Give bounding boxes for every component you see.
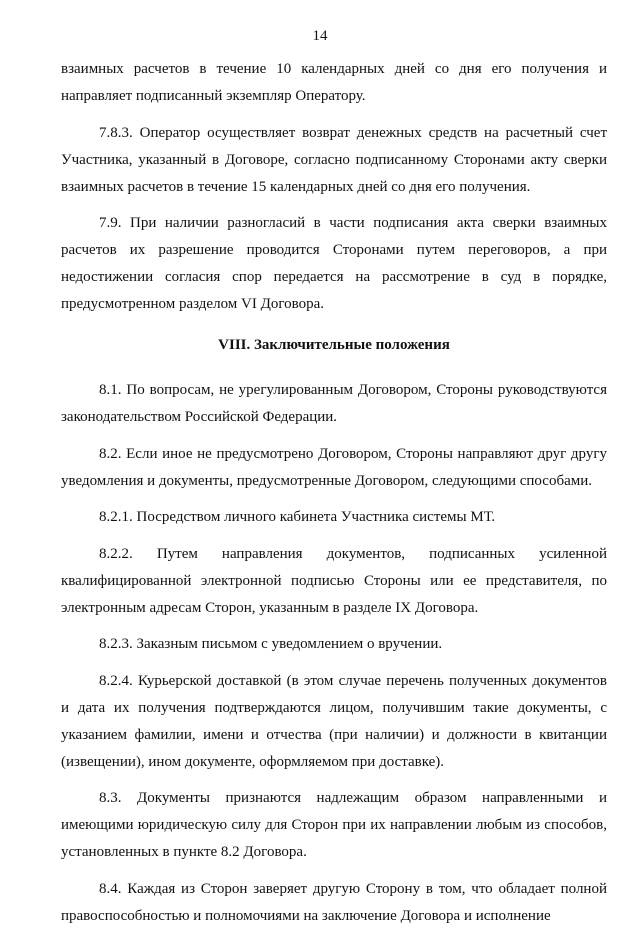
paragraph-8-2-1: 8.2.1. Посредством личного кабинета Участника системы МТ. <box>99 509 496 525</box>
section-heading: VIII. Заключительные положения <box>218 337 450 353</box>
paragraph-continuation: взаимных расчетов в течение 10 календарных дней со дня его получения и направляет подписанный экземпляр Оператору. <box>61 61 607 104</box>
paragraph-7-8-3: 7.8.3. Оператор осуществляет возврат денежных средств на расчетный счет Участника, указанный в Договоре, согласно подписанному Сторонами акту сверки взаимных расчетов в течение 15 календарных дней со дня его получения. <box>61 124 607 195</box>
paragraph-8-2-3: 8.2.3. Заказным письмом с уведомлением о вручении. <box>99 636 443 652</box>
paragraph-8-1: 8.1. По вопросам, не урегулированным Договором, Стороны руководствуются законодательством Российской Федерации. <box>61 382 607 425</box>
page-number: 14 <box>312 28 328 44</box>
paragraph-8-2: 8.2. Если иное не предусмотрено Договором, Стороны направляют друг другу уведомления и документы, предусмотренные Договором, следующими способами. <box>61 445 607 489</box>
paragraph-8-3: 8.3. Документы признаются надлежащим образом направленными и имеющими юридическую силу для Сторон при их направлении любым из способов, установленных в пункте 8.2 Договора. <box>61 790 607 860</box>
paragraph-8-2-4: 8.2.4. Курьерской доставкой (в этом случае перечень полученных документов и дата их получения подтверждаются лицом, получившим такие документы, с указанием фамилии, имени и отчества (при наличии) и должности в квитанции (извещении), ином документе, оформляемом при доставке). <box>61 672 607 770</box>
paragraph-8-2-2: 8.2.2. Путем направления документов, подписанных усиленной квалифицированной электронной подписью Стороны или ее представителя, по электронным адресам Сторон, указанным в разделе IX Договора. <box>61 545 607 616</box>
document-body <box>61 56 607 939</box>
paragraph-7-9: 7.9. При наличии разногласий в части подписания акта сверки взаимных расчетов их разрешение проводится Сторонами путем переговоров, а при недостижении согласия спор передается на рассмотрение в суд в порядке, предусмотренном разделом VI Договора. <box>61 215 607 312</box>
paragraph-8-4: 8.4. Каждая из Сторон заверяет другую Сторону в том, что обладает полной правоспособностью и полномочиями на заключение Договора и исполнение <box>61 880 607 924</box>
